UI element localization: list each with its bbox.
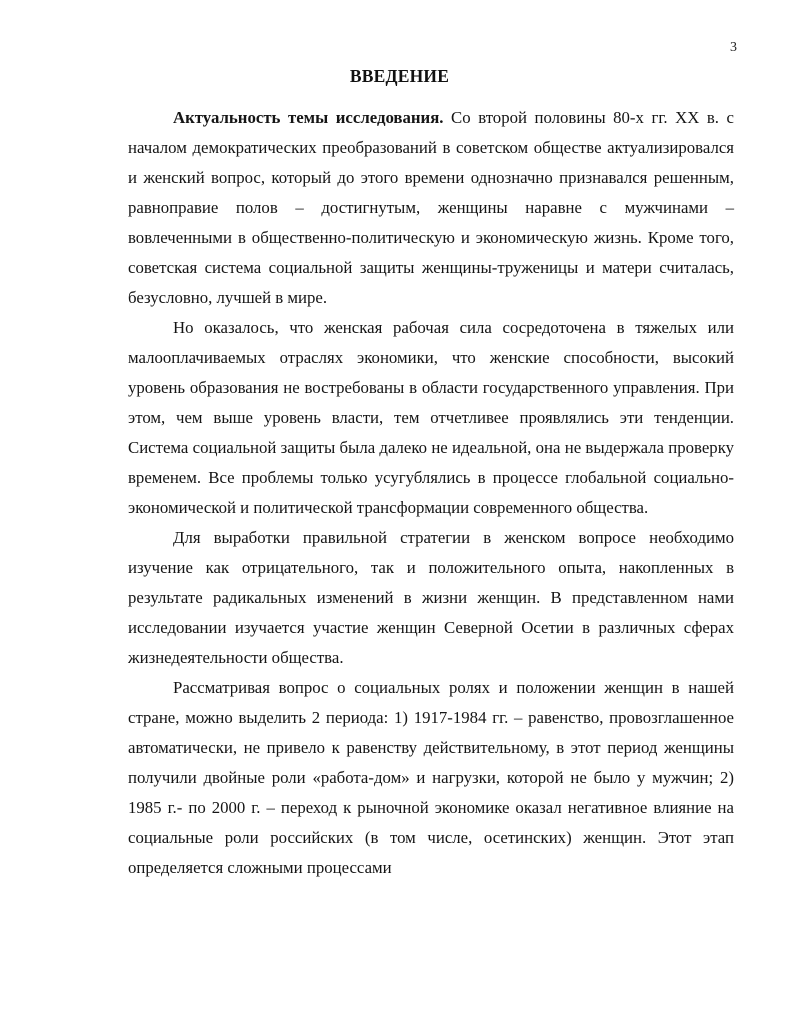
section-heading: ВВЕДЕНИЕ <box>349 66 450 86</box>
paragraph-text: Со второй половины 80-х гг. XX в. с началом демократических преобразований в советском обществе актуализировался и женский вопрос, который до этого времени однозначно признавался решенным, равноправие полов – достигнутым, женщины наравне с мужчинами – вовлеченными в общественно-политическую и экономическую жизнь. Кроме того, советская система социальной защиты женщины-труженицы и матери считалась, безусловно, лучшей в мире. <box>128 108 734 307</box>
paragraph-2: Но оказалось, что женская рабочая сила сосредоточена в тяжелых или малооплачиваемых отраслях экономики, что женские способности, высокий уровень образования не востребованы в области государственного управления. При этом, чем выше уровень власти, тем отчетливее проявлялись эти тенденции. Система социальной защиты была далеко не идеальной, она не выдержала проверку временем. Все проблемы только усугублялись в процессе глобальной социально-экономической и политической трансформации современного общества. <box>128 318 734 517</box>
paragraph-lead: Актуальность темы исследования. <box>173 108 444 127</box>
paragraph-4: Рассматривая вопрос о социальных ролях и положении женщин в нашей стране, можно выделить 2 периода: 1) 1917-1984 гг. – равенство, провозглашенное автоматически, не привело к равенству действительному, в этот период женщины получили двойные роли «работа-дом» и нагрузки, которой не было у мужчин; 2) 1985 г.- по 2000 г. – переход к рыночной экономике оказал негативное влияние на социальные роли российских (в том числе, осетинских) женщин. Этот этап определяется сложными процессами <box>128 678 734 877</box>
page-number: 3 <box>730 40 737 55</box>
body-text <box>128 103 734 883</box>
paragraph-3: Для выработки правильной стратегии в женском вопросе необходимо изучение как отрицательного, так и положительного опыта, накопленных в результате радикальных изменений в жизни женщин. В представленном нами исследовании изучается участие женщин Северной Осетии в различных сферах жизнедеятельности общества. <box>128 528 734 667</box>
paragraph-1 <box>128 103 734 313</box>
